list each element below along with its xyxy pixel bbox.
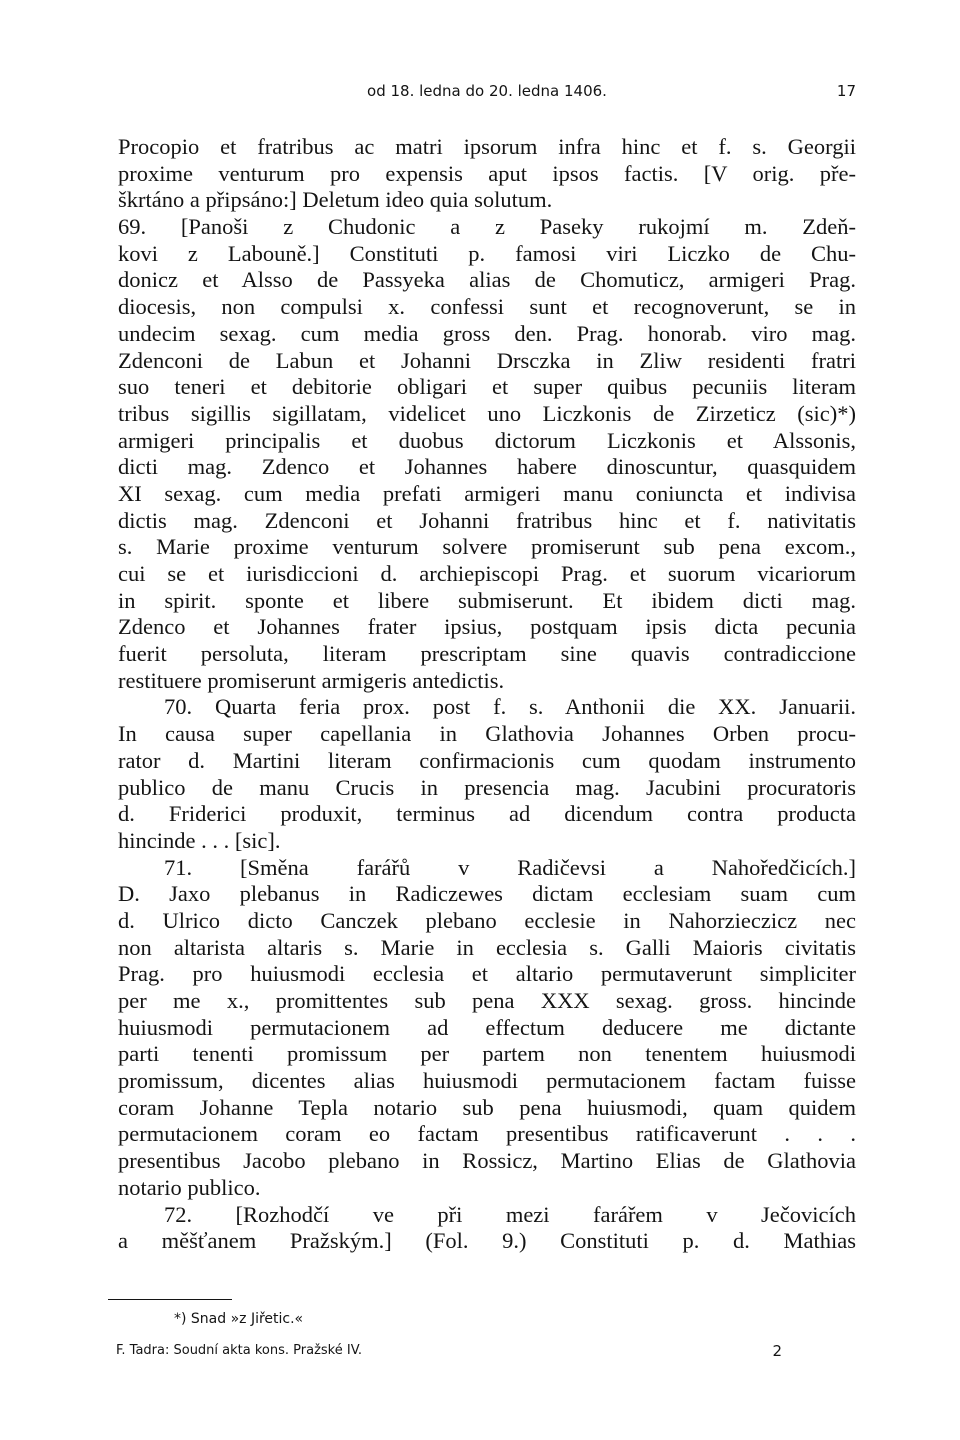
source-line: F. Tadra: Soudní akta kons. Pražské IV. xyxy=(116,1343,363,1358)
text-line: parti tenenti promissum per partem non tenentem huiusmodi xyxy=(118,1041,856,1067)
text-line: coram Johanne Tepla notario sub pena huiusmodi, quam quidem xyxy=(118,1094,856,1120)
body-text xyxy=(118,134,856,1255)
text-line: In causa super capellania in Glathovia Johannes Orben procu- xyxy=(118,721,856,747)
text-line: kovi z Labouně.] Constituti p. famosi viri Liczko de Chu- xyxy=(118,240,856,266)
page-footer xyxy=(116,1340,782,1362)
text-line: d. Ulrico dicto Canczek plebano ecclesie in Nahorzieczicz nec xyxy=(118,907,856,933)
text-line: diocesis, non compulsi x. confessi sunt et recognoverunt, se in xyxy=(118,294,856,320)
text-line: dictis mag. Zdenconi et Johanni fratribus hinc et f. nativitatis xyxy=(118,507,856,533)
entry-heading-71: 71. [Směna farářů v Radičevsi a Nahoředčicích.] xyxy=(164,854,856,880)
entry-heading-72: 72. [Rozhodčí ve při mezi farářem v Ječovicích xyxy=(164,1201,856,1227)
page-header xyxy=(118,80,856,102)
text-line: undecim sexag. cum media gross den. Prag. honorab. viro mag. xyxy=(118,320,856,346)
text-line: promissum, dicentes alias huiusmodi permutacionem factam fuisse xyxy=(118,1068,856,1094)
text-line: a měšťanem Pražským.] (Fol. 9.) Constituti p. d. Mathias xyxy=(118,1228,856,1254)
text-line: Zdenconi de Labun et Johanni Drsczka in Zliw residenti fratri xyxy=(118,347,856,373)
text-line: Zdenco et Johannes frater ipsius, postquam ipsis dicta pecunia xyxy=(118,614,856,640)
text-line: publico de manu Crucis in presencia mag. Jacubini procuratoris xyxy=(118,774,856,800)
text-line: donicz et Alsso de Passyeka alias de Chomuticz, armigeri Prag. xyxy=(118,267,856,293)
text-line: d. Friderici produxit, terminus ad dicendum contra producta xyxy=(118,801,856,827)
page-number: 17 xyxy=(836,82,856,100)
text-line: per me x., promittentes sub pena XXX sexag. gross. hincinde xyxy=(118,988,856,1013)
text-line: huiusmodi permutacionem ad effectum deducere me dictante xyxy=(118,1014,856,1040)
text-line: non altarista altaris s. Marie in ecclesia s. Galli Maioris civitatis xyxy=(118,934,856,960)
text-line: škrtáno a připsáno:] Deletum ideo quia solutum. xyxy=(118,187,553,213)
text-line: tribus sigillis sigillatam, videlicet uno Liczkonis de Zirzeticz (sic)*) xyxy=(118,400,856,426)
signature-mark: 2 xyxy=(772,1342,782,1360)
text-line: proxime venturum pro expensis aput ipsos factis. [V orig. pře- xyxy=(118,160,856,186)
entry-heading-70: 70. Quarta feria prox. post f. s. Anthonii die XX. Januarii. xyxy=(164,694,856,720)
text-line: hincinde . . . [sic]. xyxy=(118,827,281,853)
text-line: cui se et iurisdiccioni d. archiepiscopi Prag. et suorum vicariorum xyxy=(118,561,856,586)
text-line: in spirit. sponte et libere submiserunt. Et ibidem dicti mag. xyxy=(118,587,856,613)
text-line: rator d. Martini literam confirmacionis cum quodam instrumento xyxy=(118,747,856,773)
footnote-rule xyxy=(108,1299,232,1300)
text-line: permutacionem coram eo factam presentibus ratificaverunt . . . xyxy=(118,1121,856,1147)
text-line: armigeri principalis et duobus dictorum Liczkonis et Alssonis, xyxy=(118,427,856,453)
running-title: od 18. ledna do 20. ledna 1406. xyxy=(367,82,607,100)
footnote: *) Snad »z Jiřetic.« xyxy=(174,1311,304,1327)
text-line: s. Marie proxime venturum solvere promiserunt sub pena excom., xyxy=(118,534,856,560)
text-line: D. Jaxo plebanus in Radiczewes dictam ecclesiam suam cum xyxy=(118,881,856,907)
text-line: Procopio et fratribus ac matri ipsorum infra hinc et f. s. Georgii xyxy=(118,134,856,159)
text-line: notario publico. xyxy=(118,1174,261,1200)
text-line: fuerit persoluta, literam prescriptam sine quavis contradiccione xyxy=(118,641,856,667)
text-line: dicti mag. Zdenco et Johannes habere dinoscuntur, quasquidem xyxy=(118,454,856,480)
text-line: suo teneri et debitorie obligari et super quibus pecuniis literam xyxy=(118,374,856,400)
text-line: Prag. pro huiusmodi ecclesia et altario permutaverunt simpliciter xyxy=(118,961,856,987)
text-line: XI sexag. cum media prefati armigeri manu coniuncta et indivisa xyxy=(118,480,856,506)
text-line: restituere promiserunt armigeris antedictis. xyxy=(118,667,505,693)
entry-heading-69: 69. [Panoši z Chudonic a z Paseky rukojmí m. Zdeň- xyxy=(118,214,856,240)
text-line: presentibus Jacobo plebano in Rossicz, Martino Elias de Glathovia xyxy=(118,1148,856,1174)
